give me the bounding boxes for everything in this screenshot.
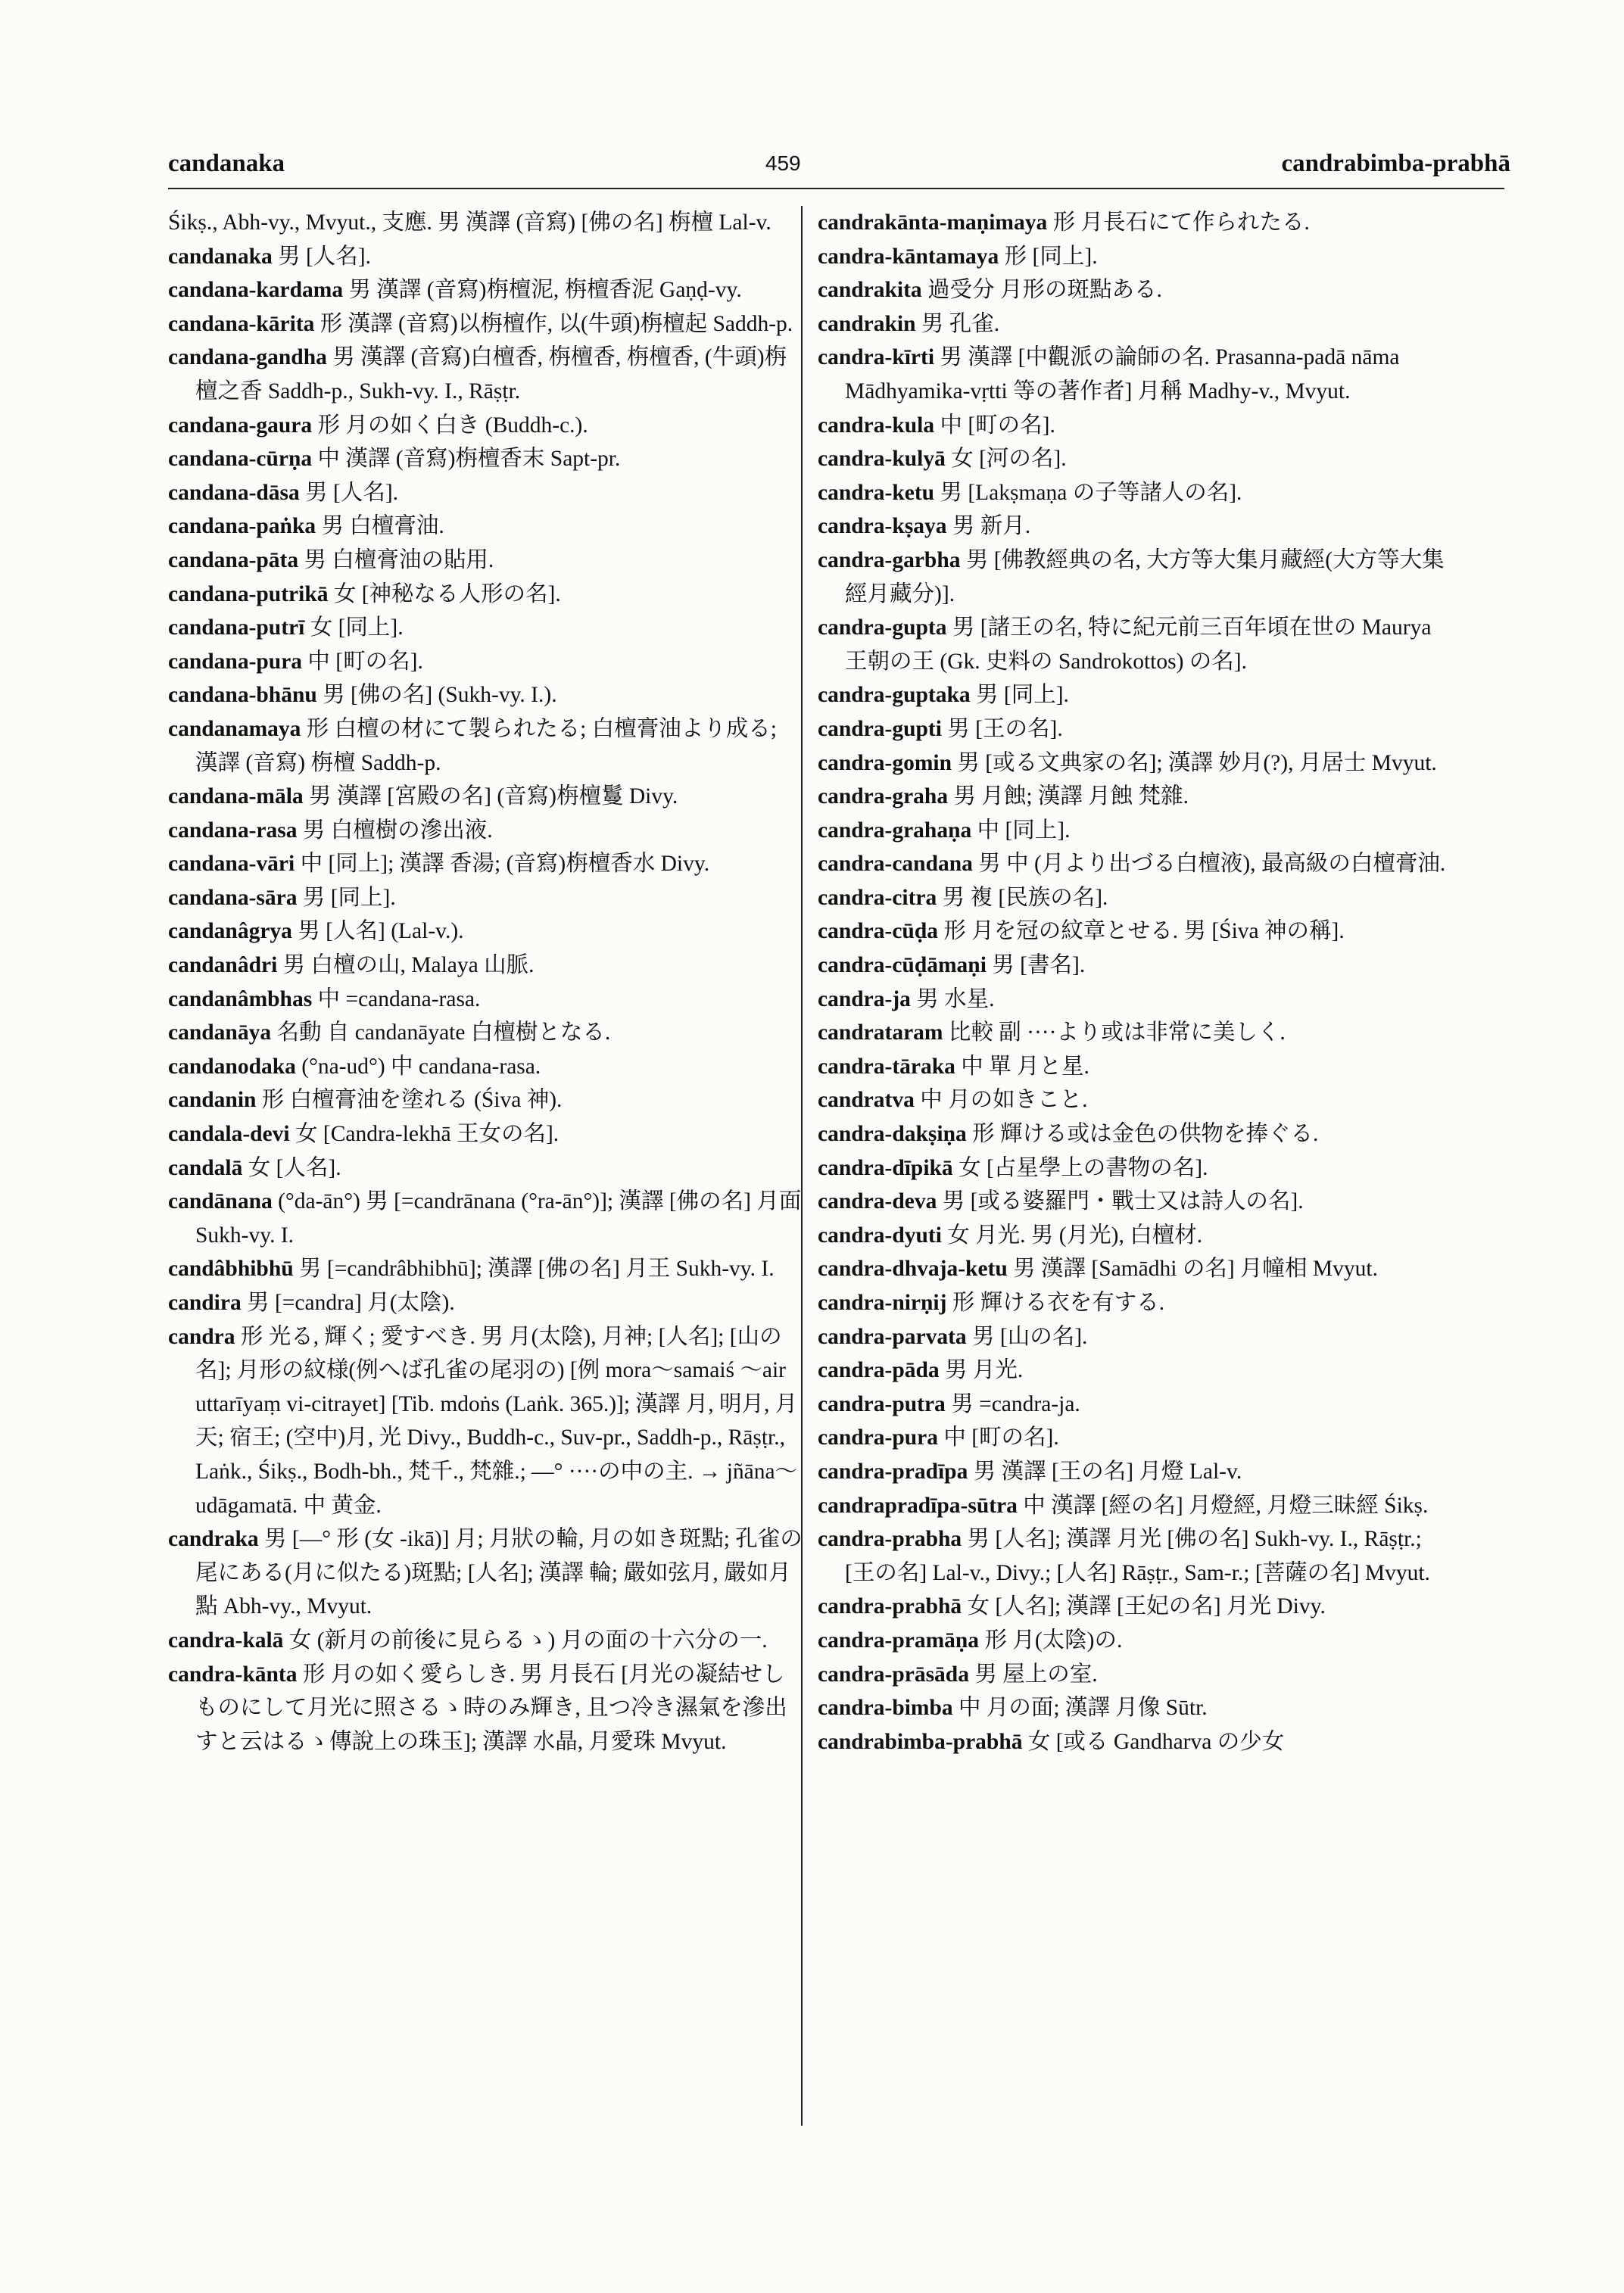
- entry-headword: candrataram: [818, 1020, 943, 1045]
- dictionary-entry: [168, 1658, 804, 1759]
- entry-definition: 形 漢譯 (音寫)以栴檀作, 以(牛頭)栴檀起 Saddh-p.: [320, 311, 793, 336]
- entry-spacer: [312, 987, 317, 1011]
- dictionary-entry: [168, 881, 804, 915]
- entry-definition: 男 白檀膏油の貼用.: [304, 547, 494, 572]
- entry-headword: candra-pradīpa: [818, 1459, 968, 1484]
- entry-definition: 形 光る, 輝く; 愛すべき. 男 月(太陰), 月神; [人名]; [山の名]; 月形の紋様(例へば孔雀の尾羽の) [例 mora〜samaiś 〜air uttarīyaṃ vi-citrayet] [Tib. mdoṅs (Laṅk. 365.)]; 漢譯 月, 明月, 月天; 宿王; (空中)月, 光 Divy., Buddh-c., Suv-pr., Saddh-p., Rāṣṭr., Laṅk., Śikṣ., Bodh-bh., 梵千., 梵雜.; —° ····の中の主. → jñāna〜udāgamatā. 中 黄金.: [195, 1324, 798, 1518]
- entry-spacer: [273, 245, 278, 269]
- entry-definition: 中 漢譯 (音寫)栴檀香末 Sapt-pr.: [317, 447, 621, 472]
- entry-spacer: [943, 1020, 949, 1045]
- entry-definition: 男 [或る文典家の名]; 漢譯 妙月(?), 月居士 Mvyut.: [957, 750, 1437, 775]
- entry-definition: 女 月光. 男 (月光), 白檀材.: [947, 1223, 1203, 1248]
- dictionary-entry: [818, 1388, 1454, 1422]
- entry-definition: 形 白檀の材にて製られたる; 白檀膏油より成る; 漢譯 (音寫) 栴檀 Saddh-p.: [195, 716, 777, 775]
- entry-spacer: [242, 1156, 248, 1180]
- right-column: [818, 206, 1454, 1759]
- entry-definition: 女 [河の名].: [951, 447, 1067, 472]
- entry-spacer: [328, 582, 333, 606]
- entry-definition: 男 [同上].: [976, 683, 1069, 708]
- dictionary-entry: [818, 847, 1454, 881]
- entry-headword: candala-devi: [168, 1122, 290, 1147]
- entry-headword: candrakānta-maṇimaya: [818, 210, 1048, 235]
- entry-definition: 形 白檀膏油を塗れる (Śiva 神).: [261, 1088, 563, 1113]
- entry-definition: 男 複 [民族の名].: [942, 885, 1108, 910]
- dictionary-entry: [168, 442, 804, 476]
- entry-definition: 男 漢譯 [中觀派の論師の名. Prasanna-padā nāma Mādhyamika-vṛtti 等の著作者] 月稱 Madhy-v., Mvyut.: [845, 345, 1400, 403]
- entry-headword: candanaka: [168, 244, 273, 269]
- dictionary-entry: [168, 914, 804, 949]
- dictionary-entry: [818, 1016, 1454, 1050]
- dictionary-entry: [168, 780, 804, 814]
- entry-spacer: [273, 1189, 278, 1213]
- entry-spacer: [295, 852, 300, 876]
- entry-headword: candana-rasa: [168, 818, 298, 843]
- entry-spacer: [283, 1628, 288, 1653]
- entry-spacer: [343, 278, 348, 302]
- entry-definition: 女 [占星學上の書物の名].: [959, 1155, 1208, 1180]
- entry-definition: 男 [佛の名] (Sukh-vy. I.).: [323, 683, 557, 708]
- left-column: [168, 206, 804, 1759]
- entry-definition: 男 =candra-ja.: [951, 1391, 1080, 1416]
- dictionary-entry: [168, 678, 804, 712]
- entry-definition: 中 =candana-rasa.: [317, 986, 481, 1011]
- dictionary-entry: [168, 1252, 804, 1286]
- entry-definition: 中 [町の名].: [940, 413, 1055, 438]
- entry-definition: 中 [町の名].: [943, 1425, 1059, 1450]
- entry-definition: 男 [或る婆羅門・戰士又は詩人の名].: [942, 1189, 1304, 1214]
- entry-definition: 男 [諸王の名, 特に紀元前三百年頃在世の Maurya 王朝の王 (Gk. 史料の Sandrokottos) の名].: [845, 615, 1432, 674]
- entry-definition: 男 孔雀.: [921, 311, 1000, 336]
- entry-headword: candraka: [168, 1527, 259, 1552]
- entry-headword: candra-gomin: [818, 750, 952, 775]
- dictionary-entry: [168, 712, 804, 780]
- dictionary-entry: [818, 678, 1454, 712]
- entry-headword: candana-gandha: [168, 345, 327, 370]
- entry-spacer: [946, 1291, 952, 1315]
- dictionary-entry: [818, 273, 1454, 307]
- dictionary-entry: [818, 1354, 1454, 1388]
- entry-headword: candana-pāta: [168, 547, 299, 572]
- entry-spacer: [304, 615, 310, 640]
- dictionary-entry: [818, 983, 1454, 1017]
- entry-spacer: [971, 683, 976, 707]
- dictionary-entry: [168, 341, 804, 408]
- entry-definition: 女 [神秘なる人形の名].: [333, 581, 561, 606]
- entry-spacer: [294, 1257, 299, 1281]
- entry-definition: 比較 副 ····より或は非常に美しく.: [948, 1020, 1286, 1045]
- entry-headword: candra-parvata: [818, 1324, 967, 1349]
- dictionary-entry: [168, 1117, 804, 1151]
- entry-spacer: [922, 278, 927, 302]
- dictionary-entry: [168, 1050, 804, 1084]
- entry-spacer: [297, 1662, 302, 1687]
- entry-spacer: [242, 1291, 247, 1315]
- entry-definition: 形 輝ける或は金色の供物を捧ぐる.: [972, 1122, 1319, 1147]
- entry-definition: 男 [=candrâbhibhū]; 漢譯 [佛の名] 月王 Sukh-vy. I.: [299, 1257, 775, 1282]
- entry-headword: candra-garbha: [818, 547, 961, 572]
- dictionary-entry: [818, 949, 1454, 983]
- entry-definition: 女 [或る Gandharva の少女: [1027, 1729, 1285, 1754]
- entry-headword: candra-guptaka: [818, 683, 971, 708]
- entry-headword: candra-kānta: [168, 1662, 298, 1687]
- entry-headword: candana-dāsa: [168, 480, 300, 505]
- entry-spacer: [277, 953, 282, 977]
- entry-spacer: [916, 312, 921, 336]
- entry-definition: 男 月光.: [945, 1358, 1024, 1383]
- entry-definition: 中 月の面; 漢譯 月像 Sūtr.: [959, 1696, 1208, 1721]
- dictionary-entry: [818, 1590, 1454, 1624]
- entry-headword: candana-putrikā: [168, 581, 329, 606]
- entry-headword: candra-dīpikā: [818, 1155, 953, 1180]
- entry-headword: candra-putra: [818, 1391, 946, 1416]
- dictionary-entry: [818, 881, 1454, 915]
- entry-definition: 男 漢譯 [宮殿の名] (音寫)栴檀鬘 Divy.: [309, 784, 678, 809]
- dictionary-entry: [168, 983, 804, 1017]
- running-head-right: candrabimba-prabhā: [1281, 149, 1510, 177]
- dictionary-entry: [168, 1151, 804, 1185]
- dictionary-entry: [818, 1050, 1454, 1084]
- entry-headword: candra-candana: [818, 852, 973, 877]
- entry-headword: candra-pramāṇa: [818, 1628, 980, 1653]
- entry-spacer: [971, 818, 977, 843]
- entry-headword: candānana: [168, 1189, 273, 1214]
- entry-definition: 中 [同上]; 漢譯 香湯; (音寫)栴檀香水 Divy.: [300, 852, 710, 877]
- entry-spacer: [297, 818, 302, 843]
- dictionary-entry: [818, 1185, 1454, 1219]
- entry-spacer: [937, 886, 942, 910]
- entry-definition: 形 輝ける衣を有する.: [952, 1291, 1165, 1315]
- dictionary-entry: [818, 1083, 1454, 1117]
- entry-definition: 女 [Candra-lekhā 王女の名].: [295, 1122, 560, 1147]
- entry-definition: 女 (新月の前後に見らるゝ) 月の面の十六分の一.: [288, 1628, 768, 1653]
- dictionary-entry: [168, 509, 804, 544]
- entry-definition: 形 [同上].: [1004, 244, 1098, 269]
- entry-headword: candra-grahaṇa: [818, 818, 972, 843]
- dictionary-entry: [818, 914, 1454, 949]
- dictionary-entry: [168, 1286, 804, 1320]
- dictionary-entry: [818, 1219, 1454, 1253]
- entry-definition: 女 [人名]; 漢譯 [王妃の名] 月光 Divy.: [967, 1594, 1326, 1619]
- dictionary-entry: [168, 1624, 804, 1658]
- entry-headword: candra-dhvaja-ketu: [818, 1257, 1008, 1282]
- entry-definition: 男 新月.: [952, 514, 1031, 539]
- dictionary-entry: [168, 1522, 804, 1624]
- dictionary-entry: [168, 1016, 804, 1050]
- entry-definition: 形 月の如く愛らしき. 男 月長石 [月光の凝結せしものにして月光に照さるゝ時のみ輝き, 且つ冷き濕氣を滲出すと云はるゝ傳說上の珠玉]; 漢譯 水晶, 月愛珠 Mvyut.: [195, 1662, 787, 1754]
- dictionary-entry: [818, 240, 1454, 274]
- dictionary-entry: [818, 307, 1454, 341]
- entry-headword: candanodaka: [168, 1054, 296, 1079]
- dictionary-entry: [818, 1320, 1454, 1354]
- entry-headword: candra-gupta: [818, 615, 947, 640]
- entry-definition: (°na-ud°) 中 candana-rasa.: [301, 1054, 541, 1079]
- dictionary-entry: [818, 611, 1454, 678]
- entry-definition: 過受分 月形の斑點ある.: [927, 278, 1162, 303]
- dictionary-entry: [818, 341, 1454, 408]
- entry-spacer: [940, 1358, 945, 1382]
- entry-headword: candra-cūḍāmaṇi: [818, 953, 987, 978]
- entry-spacer: [298, 548, 304, 572]
- entry-definition: 男 [=candra] 月(太陰).: [247, 1291, 455, 1315]
- entry-headword: candira: [168, 1291, 242, 1315]
- running-head-left: candanaka: [168, 149, 285, 177]
- entry-headword: candra: [168, 1324, 235, 1349]
- dictionary-entry: [818, 1455, 1454, 1489]
- entry-definition: 男 白檀樹の滲出液.: [302, 818, 493, 843]
- dictionary-entry: [168, 949, 804, 983]
- dictionary-entry: [818, 1725, 1454, 1759]
- entry-spacer: [967, 1122, 972, 1146]
- entry-spacer: [962, 1594, 967, 1618]
- dictionary-entry: [168, 1083, 804, 1117]
- entry-spacer: [301, 717, 306, 741]
- dictionary-entry: [818, 509, 1454, 544]
- entry-definition: 名動 自 candanāyate 白檀樹となる.: [276, 1020, 611, 1045]
- dictionary-entry: [818, 1252, 1454, 1286]
- page-number: 459: [765, 151, 801, 175]
- entry-definition: 男 [王の名].: [947, 716, 1063, 741]
- entry-headword: candratva: [818, 1088, 915, 1113]
- entry-definition: 男 屋上の室.: [974, 1662, 1098, 1687]
- entry-spacer: [1022, 1730, 1027, 1754]
- entry-headword: candana-putrī: [168, 615, 305, 640]
- entry-headword: candana-sāra: [168, 885, 298, 910]
- entry-definition: 中 漢譯 [經の名] 月燈經, 月燈三昧經 Śikṣ.: [1023, 1493, 1429, 1518]
- entry-spacer: [304, 784, 309, 808]
- entry-definition: Śikṣ., Abh-vy., Mvyut., 支應. 男 漢譯 (音寫) [佛の名] 栴檀 Lal-v.: [168, 210, 771, 235]
- entry-definition: 中 月の如きこと.: [920, 1088, 1088, 1113]
- entry-headword: candra-kulyā: [818, 447, 946, 472]
- entry-definition: 男 [人名]; 漢譯 月光 [佛の名] Sukh-vy. I., Rāṣṭr.; [王の名] Lal-v., Divy.; [人名] Rāṣṭr., Sam-r.; [菩薩の名] Mvyut.: [845, 1527, 1430, 1585]
- entry-spacer: [314, 312, 320, 336]
- entry-spacer: [946, 514, 952, 538]
- entry-headword: candrabimba-prabhā: [818, 1729, 1023, 1754]
- entry-headword: candra-tāraka: [818, 1054, 955, 1079]
- dictionary-entry: [818, 409, 1454, 443]
- entry-headword: candana-gaura: [168, 413, 313, 438]
- entry-headword: candanāya: [168, 1020, 272, 1045]
- dictionary-entry: [168, 544, 804, 578]
- dictionary-entry: [818, 746, 1454, 780]
- entry-definition: 形 月の如く白き (Buddh-c.).: [317, 413, 588, 438]
- dictionary-entry: [168, 1185, 804, 1252]
- entry-definition: 男 [書名].: [992, 953, 1086, 978]
- dictionary-entry: [818, 476, 1454, 510]
- entry-headword: candra-kāntamaya: [818, 244, 999, 269]
- entry-definition: 男 水星.: [916, 986, 995, 1011]
- entry-headword: candalā: [168, 1155, 243, 1180]
- dictionary-entry: [818, 1286, 1454, 1320]
- entry-headword: candra-pura: [818, 1425, 938, 1450]
- dictionary-entry: [168, 645, 804, 679]
- entry-headword: candra-kalā: [168, 1628, 284, 1653]
- entry-headword: candana-cūrṇa: [168, 447, 313, 472]
- entry-spacer: [960, 548, 965, 572]
- entry-headword: candana-bhānu: [168, 683, 317, 708]
- entry-headword: candrakin: [818, 311, 916, 336]
- entry-headword: candra-pāda: [818, 1358, 940, 1383]
- entry-definition: 男 月蝕; 漢譯 月蝕 梵雜.: [953, 784, 1189, 809]
- entry-definition: 女 [人名].: [248, 1155, 341, 1180]
- page-header: [168, 144, 1510, 183]
- entry-headword: candra-deva: [818, 1189, 937, 1214]
- entry-definition: 男 [人名].: [278, 244, 372, 269]
- entry-spacer: [937, 1189, 942, 1213]
- entry-headword: candra-prabha: [818, 1527, 962, 1552]
- header-rule: [168, 188, 1504, 189]
- entry-headword: candana-kardama: [168, 278, 344, 303]
- dictionary-entry: [168, 814, 804, 848]
- entry-headword: candra-kula: [818, 413, 935, 438]
- entry-headword: candana-kārita: [168, 311, 315, 336]
- entry-definition: 男 漢譯 (音寫)栴檀泥, 栴檀香泥 Gaṇḍ-vy.: [348, 278, 742, 303]
- entry-headword: candâbhibhū: [168, 1257, 294, 1282]
- entry-definition: 男 [佛教經典の名, 大方等大集月藏經(大方等大集經月藏分)].: [845, 547, 1445, 606]
- entry-definition: 男 漢譯 [王の名] 月燈 Lal-v.: [973, 1459, 1242, 1484]
- entry-headword: candra-gupti: [818, 716, 942, 741]
- dictionary-entry: [168, 273, 804, 307]
- entry-definition: 男 [人名].: [305, 480, 399, 505]
- entry-definition: 女 [同上].: [310, 615, 404, 640]
- dictionary-entry: [168, 240, 804, 274]
- entry-definition: 形 月(太陰)の.: [984, 1628, 1123, 1653]
- entry-headword: candana-pura: [168, 649, 303, 674]
- entry-definition: 男 [Lakṣmaṇa の子等諸人の名].: [940, 480, 1242, 505]
- entry-headword: candra-dyuti: [818, 1223, 942, 1248]
- dictionary-entry: [818, 1624, 1454, 1658]
- entry-headword: candanin: [168, 1088, 257, 1113]
- entry-spacer: [962, 1527, 967, 1551]
- entry-spacer: [1047, 210, 1052, 235]
- entry-headword: candana-māla: [168, 784, 304, 809]
- dictionary-entry: [168, 307, 804, 341]
- entry-spacer: [312, 447, 317, 471]
- entry-definition: 形 月長石にて作られたる.: [1052, 210, 1310, 235]
- entry-headword: candana-paṅka: [168, 514, 316, 539]
- entry-headword: candra-graha: [818, 784, 949, 809]
- dictionary-entry: [818, 544, 1454, 611]
- entry-definition: 男 [—° 形 (女 -ikā)] 月; 月狀の輪, 月の如き斑點; 孔雀の尾にある(月に似たる)斑點; [人名]; 漢譯 輪; 嚴如弦月, 嚴如月點 Abh-vy., Mvyut.: [195, 1527, 803, 1619]
- entry-headword: candra-dakṣiṇa: [818, 1122, 967, 1147]
- entry-definition: 男 [山の名].: [972, 1324, 1088, 1349]
- entry-spacer: [235, 1325, 241, 1349]
- entry-definition: 男 白檀の山, Malaya 山脈.: [282, 953, 535, 978]
- entry-headword: candanamaya: [168, 716, 301, 741]
- dictionary-entry: [168, 611, 804, 645]
- entry-headword: candra-ketu: [818, 480, 935, 505]
- dictionary-entry: [818, 780, 1454, 814]
- dictionary-entry: [168, 1320, 804, 1523]
- entry-definition: 形 月を冠の紋章とせる. 男 [Śiva 神の稱].: [943, 919, 1345, 944]
- entry-spacer: [967, 1325, 972, 1349]
- dictionary-entry: [818, 1489, 1454, 1523]
- entry-spacer: [259, 1527, 264, 1551]
- dictionary-entry: [168, 847, 804, 881]
- entry-definition: 男 漢譯 (音寫)白檀香, 栴檀香, 栴檀香, (牛頭)栴檀之香 Saddh-p., Sukh-vy. I., Rāṣṭr.: [195, 345, 787, 403]
- entry-headword: candra-cūḍa: [818, 919, 938, 944]
- entry-headword: candrapradīpa-sūtra: [818, 1493, 1018, 1518]
- entry-definition: 男 [人名] (Lal-v.).: [298, 919, 464, 944]
- entry-headword: candanâgrya: [168, 919, 292, 944]
- entry-headword: candanâmbhas: [168, 986, 313, 1011]
- entry-definition: 男 漢譯 [Samādhi の名] 月幢相 Mvyut.: [1013, 1257, 1378, 1282]
- entry-definition: (°da-ān°) 男 [=candrānana (°ra-ān°)]; 漢譯 [佛の名] 月面 Sukh-vy. I.: [195, 1189, 802, 1248]
- dictionary-entry: [818, 814, 1454, 848]
- entry-definition: 男 中 (月より出づる白檀液), 最高級の白檀膏油.: [978, 852, 1446, 877]
- entry-spacer: [297, 886, 302, 910]
- dictionary-entry: [168, 409, 804, 443]
- dictionary-entry: [818, 1658, 1454, 1692]
- entry-headword: candrakita: [818, 278, 922, 303]
- dictionary-entry: [818, 1151, 1454, 1185]
- entry-headword: candra-kṣaya: [818, 514, 947, 539]
- entry-spacer: [946, 615, 952, 640]
- entry-spacer: [312, 413, 317, 438]
- dictionary-entry: [168, 206, 804, 240]
- entry-spacer: [256, 1088, 261, 1112]
- entry-headword: candra-bimba: [818, 1696, 953, 1721]
- dictionary-entry: [818, 206, 1454, 240]
- dictionary-entry: [818, 442, 1454, 476]
- entry-spacer: [953, 1156, 959, 1180]
- dictionary-entry: [818, 1691, 1454, 1725]
- entry-headword: candanâdri: [168, 953, 278, 978]
- entry-headword: candra-citra: [818, 885, 937, 910]
- entry-definition: 男 [同上].: [302, 885, 396, 910]
- dictionary-entry: [818, 712, 1454, 746]
- entry-spacer: [968, 1460, 973, 1484]
- entry-headword: candra-ja: [818, 986, 911, 1011]
- entry-spacer: [290, 1122, 295, 1146]
- dictionary-entry: [818, 1522, 1454, 1590]
- entry-headword: candana-vāri: [168, 852, 295, 877]
- entry-definition: 男 白檀膏油.: [321, 514, 444, 539]
- entry-definition: 中 單 月と星.: [961, 1054, 1089, 1079]
- entry-headword: candra-prabhā: [818, 1594, 962, 1619]
- entry-spacer: [953, 1696, 959, 1720]
- dictionary-entry: [818, 1421, 1454, 1455]
- entry-headword: candra-nirṇij: [818, 1291, 947, 1315]
- dictionary-entry: [168, 578, 804, 612]
- entry-headword: candra-prāsāda: [818, 1662, 969, 1687]
- entry-headword: candra-kīrti: [818, 345, 935, 370]
- entry-definition: 中 [同上].: [977, 818, 1071, 843]
- entry-spacer: [999, 245, 1004, 269]
- dictionary-entry: [818, 1117, 1454, 1151]
- entry-definition: 中 [町の名].: [307, 649, 423, 674]
- dictionary-entry: [168, 476, 804, 510]
